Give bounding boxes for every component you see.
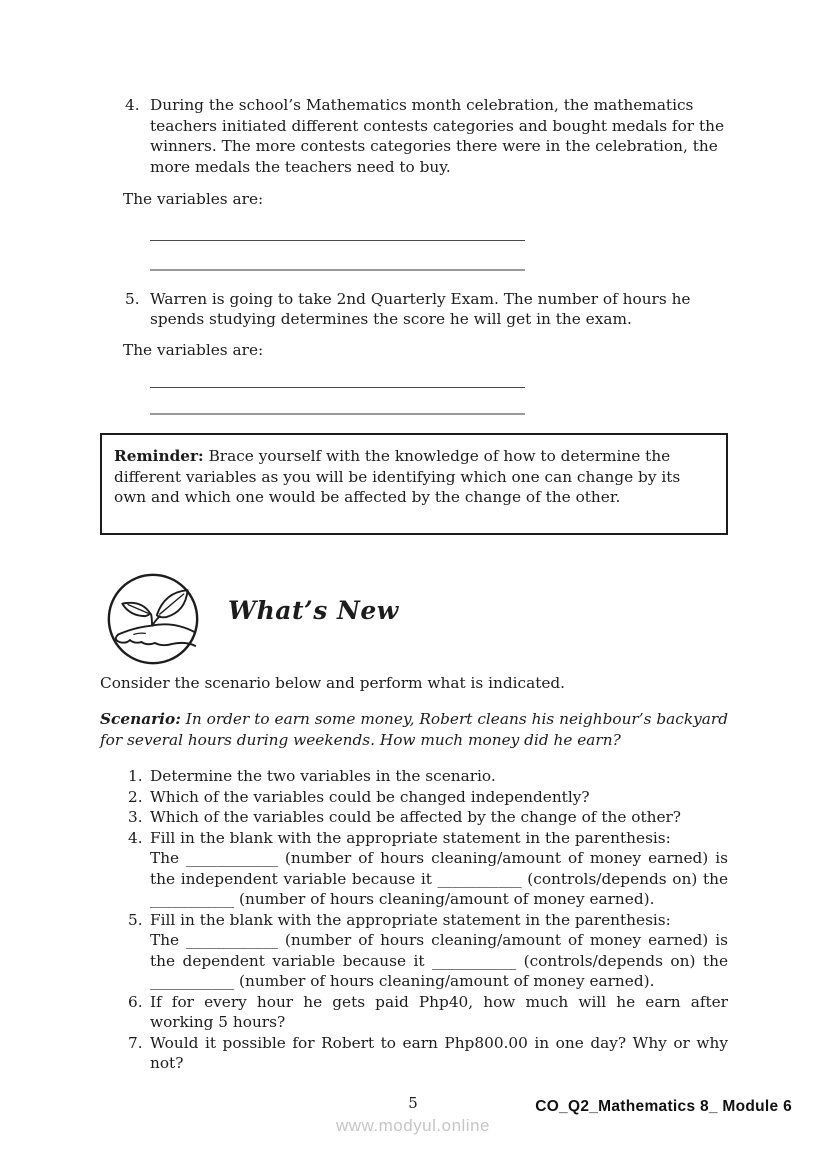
question-number: 7.	[128, 1033, 143, 1052]
answer-line	[150, 269, 525, 271]
question-text: Determine the two variables in the scenario.	[150, 767, 496, 785]
variables-prompt: The variables are:	[123, 190, 264, 208]
whats-new-header	[100, 571, 728, 667]
page-number: 5	[408, 1094, 418, 1112]
problem-text: During the school’s Mathematics month celebration, the mathematics teachers initiated different contests categories and bought medals for the winners. The more contests categories there were in the celebration, the more medals the teachers need to buy.	[150, 96, 724, 176]
question-text: If for every hour he gets paid Php40, how much will he earn after working 5 hours?	[150, 992, 728, 1031]
reminder-box	[100, 433, 728, 535]
reminder-label: Reminder:	[114, 447, 204, 465]
fill-in-blanks-text: The ____________ (number of hours cleaning/amount of money earned) is the dependent variable because it ___________ (controls/depends on) the ___________ (number of hours cleaning/amount of money earned).	[150, 931, 728, 990]
reminder-text: Brace yourself with the knowledge of how to determine the different variables as you will be identifying which one can change by its own and which one would be affected by the change of the other.	[114, 447, 681, 506]
answer-line	[150, 413, 525, 415]
question-number: 5.	[128, 910, 143, 929]
question-text: Fill in the blank with the appropriate statement in the parenthesis:	[150, 910, 671, 929]
problem-number: 5.	[125, 289, 140, 308]
question-number: 6.	[128, 992, 143, 1011]
question-item	[100, 992, 728, 1033]
variables-prompt: The variables are:	[123, 340, 264, 359]
intro-text: Consider the scenario below and perform what is indicated.	[100, 673, 566, 692]
question-number: 2.	[128, 787, 143, 806]
section-title: What’s New	[228, 595, 399, 625]
question-text: Which of the variables could be affected by the change of the other?	[150, 808, 682, 826]
problem-item-4	[100, 95, 728, 271]
problem-number: 4.	[125, 96, 140, 114]
question-item	[100, 828, 728, 910]
question-text: Fill in the blank with the appropriate statement in the parenthesis:	[150, 828, 671, 847]
question-item	[100, 910, 728, 992]
watermark-text: www.modyul.online	[335, 1116, 490, 1135]
questions-list	[100, 766, 728, 1074]
question-item	[100, 787, 728, 808]
scenario-text: In order to earn some money, Robert cleans his neighbour’s backyard for several hours during weekends. How much money did he earn?	[100, 710, 728, 749]
problem-text: Warren is going to take 2nd Quarterly Exam. The number of hours he spends studying determines the score he will get in the exam.	[150, 289, 691, 328]
module-label: CO_Q2_Mathematics 8_ Module 6	[535, 1098, 792, 1115]
answer-line	[150, 387, 525, 388]
question-item	[100, 1033, 728, 1074]
question-number: 3.	[128, 808, 143, 826]
question-item	[100, 766, 728, 787]
scenario-paragraph	[100, 709, 728, 750]
question-number: 1.	[128, 767, 143, 785]
fill-in-blanks-text: The ____________ (number of hours cleaning/amount of money earned) is the independent variable because it ___________ (controls/depends on) the ___________ (number of hours cleaning/amount of money earned).	[150, 849, 728, 908]
question-text: Which of the variables could be changed independently?	[150, 787, 590, 806]
hand-holding-plant-icon	[105, 571, 201, 667]
scenario-label: Scenario:	[100, 710, 181, 728]
question-item	[100, 807, 728, 828]
answer-line	[150, 240, 525, 241]
question-number: 4.	[128, 828, 143, 847]
question-text: Would it possible for Robert to earn Php800.00 in one day? Why or why not?	[150, 1033, 728, 1072]
problem-item-5	[100, 289, 728, 416]
